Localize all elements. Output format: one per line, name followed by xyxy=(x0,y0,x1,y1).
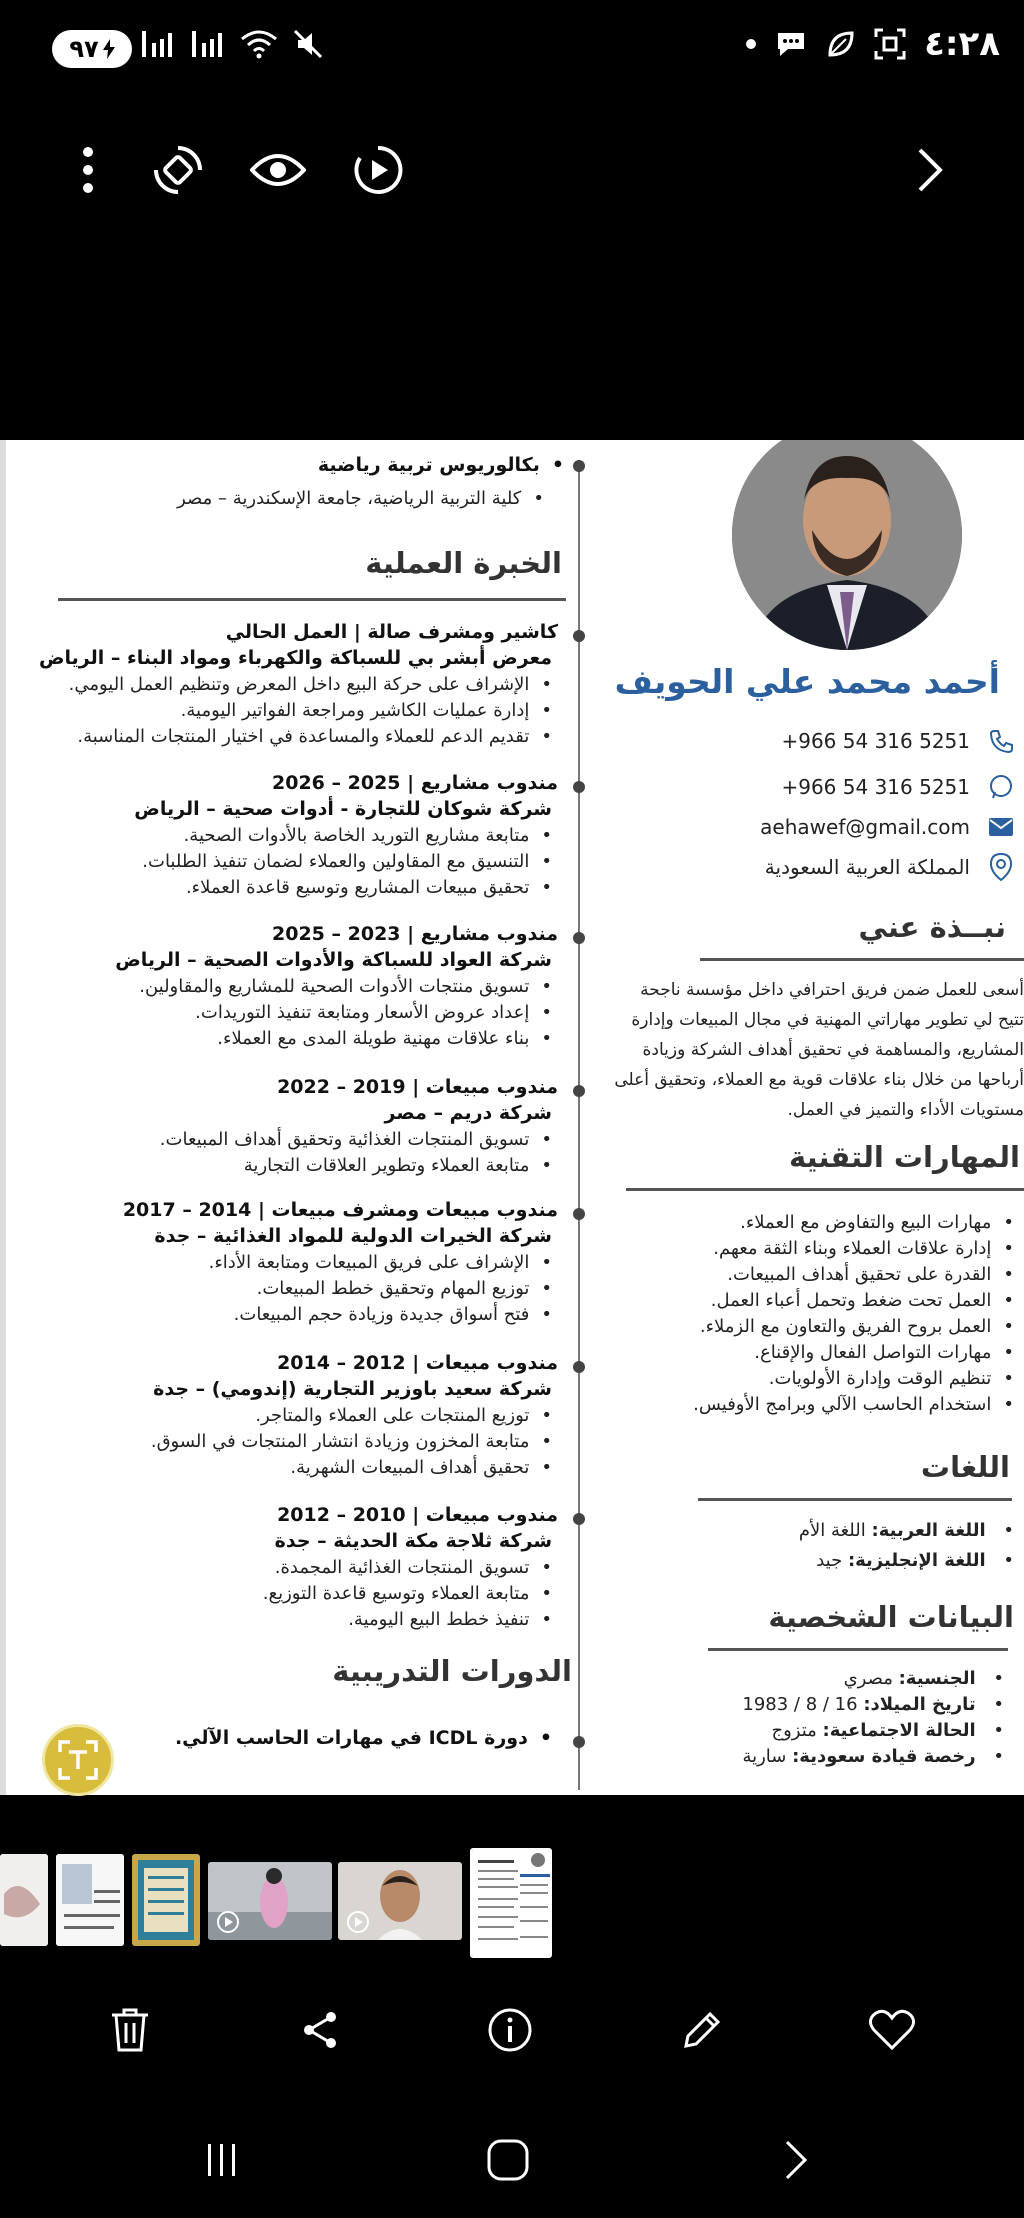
about-line: المشاريع، والمساهمة في تحقيق أهداف الشركة وزيادة xyxy=(642,1040,1024,1060)
experience-bullet: • متابعة العملاء وتطوير العلاقات التجارية xyxy=(244,1155,552,1176)
more-options-button[interactable] xyxy=(48,130,128,210)
education-degree: • بكالوريوس تربية رياضية xyxy=(318,454,564,476)
timeline-dot xyxy=(573,932,585,944)
timeline-dot xyxy=(573,460,585,472)
about-section-title: نبــذة عني xyxy=(858,910,1006,944)
experience-section-title: الخبرة العملية xyxy=(365,546,562,580)
leaf-icon xyxy=(826,29,856,59)
thumbnail[interactable] xyxy=(132,1854,200,1946)
experience-title: مندوب مشاريع | 2025 – 2026 xyxy=(272,772,558,794)
experience-company: شركة ثلاجة مكة الحديثة – جدة xyxy=(274,1530,552,1552)
details-button[interactable] xyxy=(480,2000,540,2060)
home-button[interactable] xyxy=(478,2130,538,2190)
language-level: جيد xyxy=(816,1550,843,1571)
skill-item: • مهارات التواصل الفعال والإقناع. xyxy=(754,1342,1014,1363)
about-line: مستويات الأداء والتميز في العمل. xyxy=(787,1100,1024,1120)
whatsapp-number: +966 54 316 5251 xyxy=(781,775,970,799)
personal-label: تاريخ الميلاد: xyxy=(863,1694,976,1715)
experience-bullet: • إعداد عروض الأسعار ومتابعة تنفيذ التوريدات. xyxy=(195,1002,552,1023)
charging-icon xyxy=(103,39,115,59)
language-item xyxy=(816,1550,1014,1571)
pencil-icon xyxy=(680,2008,724,2052)
languages-section-title: اللغات xyxy=(920,1450,1010,1484)
next-button[interactable] xyxy=(890,130,970,210)
location-pin-icon xyxy=(988,852,1014,882)
experience-title: كاشير ومشرف صالة | العمل الحالي xyxy=(225,621,558,643)
skill-item: • العمل تحت ضغط وتحمل أعباء العمل. xyxy=(711,1290,1014,1311)
personal-value: متزوج xyxy=(771,1720,817,1741)
experience-company: معرض أبشر بي للسباكة والكهرباء ومواد البناء – الرياض xyxy=(38,647,552,669)
experience-bullet: • بناء علاقات مهنية طويلة المدى مع العملاء. xyxy=(217,1028,552,1049)
share-button[interactable] xyxy=(290,2000,350,2060)
thumbnail-strip xyxy=(0,1848,1024,1958)
info-icon xyxy=(487,2007,533,2053)
resume-document[interactable] xyxy=(0,440,1024,1795)
viewer-toolbar xyxy=(0,130,1024,220)
experience-bullet: • التنسيق مع المقاولين والعملاء لضمان تنفيذ الطلبات. xyxy=(142,851,552,872)
experience-bullet: • الإشراف على فريق المبيعات ومتابعة الأداء. xyxy=(209,1252,552,1273)
experience-title: مندوب مشاريع | 2023 – 2025 xyxy=(272,923,558,945)
experience-bullet: • تسويق منتجات الأدوات الصحية للمشاريع والمقاولين. xyxy=(139,976,552,997)
timeline-dot xyxy=(573,630,585,642)
recent-apps-button[interactable] xyxy=(192,2130,252,2190)
experience-bullet: • تسويق المنتجات الغذائية وتحقيق أهداف المبيعات. xyxy=(160,1129,552,1150)
experience-company: شركة العواد للسباكة والأدوات الصحية – الرياض xyxy=(115,949,552,971)
thumbnail[interactable] xyxy=(56,1854,124,1946)
motion-photo-button[interactable] xyxy=(338,130,418,210)
edit-button[interactable] xyxy=(672,2000,732,2060)
thumbnail-image xyxy=(338,1862,462,1940)
experience-title: مندوب مبيعات | 2019 – 2022 xyxy=(277,1076,558,1098)
phone-icon xyxy=(988,728,1014,754)
thumbnail-image xyxy=(0,1854,48,1946)
personal-value: 16 / 8 / 1983 xyxy=(742,1694,858,1715)
experience-company: شركة الخيرات الدولية للمواد الغذائية – جدة xyxy=(154,1225,552,1247)
experience-bullet: • تحقيق مبيعات المشاريع وتوسيع قاعدة العملاء. xyxy=(186,877,552,898)
contact-location xyxy=(765,850,1014,884)
experience-bullet: • تقديم الدعم للعملاء والمساعدة في اختيار المنتجات المناسبة. xyxy=(77,726,552,747)
contact-phone[interactable] xyxy=(781,724,1014,758)
back-button[interactable] xyxy=(766,2130,826,2190)
language-label: اللغة الإنجليزية: xyxy=(847,1550,986,1571)
signal-icon-2 xyxy=(190,29,226,59)
skill-item: • استخدام الحاسب الآلي وبرامج الأوفيس. xyxy=(693,1394,1014,1415)
about-line: أرباحها من خلال بناء علاقات قوية مع العملاء، وتحقيق أعلى xyxy=(614,1070,1024,1090)
email-icon xyxy=(988,816,1014,838)
status-icons-right xyxy=(746,24,1000,64)
education-school: • كلية التربية الرياضية، جامعة الإسكندرية – مصر xyxy=(177,488,544,509)
language-item xyxy=(799,1520,1014,1541)
mute-icon xyxy=(292,28,324,60)
status-icons-left xyxy=(140,28,324,60)
share-icon xyxy=(299,2009,341,2051)
personal-item xyxy=(844,1668,1004,1689)
timeline-line xyxy=(578,460,580,1790)
training-item: • دورة ICDL في مهارات الحاسب الآلي. xyxy=(175,1727,552,1749)
personal-item xyxy=(742,1746,1004,1767)
contact-email[interactable] xyxy=(760,810,1014,844)
timeline-dot xyxy=(573,1361,585,1373)
profile-photo xyxy=(732,440,962,650)
timeline-dot xyxy=(573,1513,585,1525)
thumbnail-image xyxy=(472,1850,552,1958)
personal-label: الحالة الاجتماعية: xyxy=(822,1720,976,1741)
experience-bullet: • تنفيذ خطط البيع اليومية. xyxy=(348,1609,552,1630)
home-icon xyxy=(486,2138,530,2182)
personal-section-title: البيانات الشخصية xyxy=(768,1600,1014,1634)
phone-number: +966 54 316 5251 xyxy=(781,729,970,753)
personal-label: الجنسية: xyxy=(898,1668,976,1689)
experience-title: مندوب مبيعات | 2012 – 2014 xyxy=(277,1352,558,1374)
thumbnail[interactable] xyxy=(0,1854,48,1946)
personal-value: سارية xyxy=(742,1746,787,1767)
thumbnail-selected[interactable] xyxy=(470,1848,552,1958)
portrait-image xyxy=(732,440,962,650)
section-divider xyxy=(708,1648,1008,1651)
language-label: اللغة العربية: xyxy=(871,1520,986,1541)
notification-dot xyxy=(746,39,756,49)
experience-bullet: • فتح أسواق جديدة وزيادة حجم المبيعات. xyxy=(234,1304,552,1325)
screenshot-icon xyxy=(874,28,906,60)
skill-item: • إدارة علاقات العملاء وبناء الثقة معهم. xyxy=(713,1238,1014,1259)
contact-whatsapp[interactable] xyxy=(781,770,1014,804)
training-section-title: الدورات التدريبية xyxy=(332,1654,572,1688)
battery-level: ٩٧ xyxy=(69,35,99,63)
favorite-button[interactable] xyxy=(862,2000,922,2060)
experience-bullet: • إدارة عمليات الكاشير ومراجعة الفواتير اليومية. xyxy=(181,700,552,721)
skills-section-title: المهارات التقنية xyxy=(789,1140,1020,1174)
rotate-icon xyxy=(152,144,204,196)
more-vertical-icon xyxy=(81,146,95,194)
experience-bullet: • توزيع المنتجات على العملاء والمتاجر. xyxy=(255,1405,552,1426)
auto-rotate-button[interactable] xyxy=(138,130,218,210)
thumbnail-image xyxy=(56,1854,124,1946)
delete-button[interactable] xyxy=(100,2000,160,2060)
email-address: aehawef@gmail.com xyxy=(760,815,970,839)
thumbnail-image xyxy=(132,1854,200,1946)
experience-bullet: • تسويق المنتجات الغذائية المجمدة. xyxy=(275,1557,552,1578)
experience-title: مندوب مبيعات ومشرف مبيعات | 2014 – 2017 xyxy=(122,1199,558,1221)
text-extract-button[interactable] xyxy=(42,1724,114,1796)
text-scan-icon xyxy=(56,1738,100,1782)
experience-bullet: • متابعة العملاء وتوسيع قاعدة التوزيع. xyxy=(263,1583,552,1604)
battery-indicator xyxy=(52,30,132,68)
experience-bullet: • توزيع المهام وتحقيق خطط المبيعات. xyxy=(257,1278,552,1299)
personal-value: مصري xyxy=(843,1668,893,1689)
trash-icon xyxy=(110,2007,150,2053)
experience-company: شركة دريم – مصر xyxy=(384,1102,552,1124)
whatsapp-icon xyxy=(988,774,1014,800)
signal-icon xyxy=(140,29,176,59)
chevron-right-icon xyxy=(916,146,944,194)
eye-icon xyxy=(250,150,306,190)
thumbnail-video[interactable] xyxy=(208,1862,332,1940)
skill-item: • مهارات البيع والتفاوض مع العملاء. xyxy=(740,1212,1014,1233)
visibility-button[interactable] xyxy=(238,130,318,210)
thumbnail-video[interactable] xyxy=(338,1862,462,1940)
back-chevron-icon xyxy=(781,2138,811,2182)
experience-bullet: • الإشراف على حركة البيع داخل المعرض وتنظيم العمل اليومي. xyxy=(69,674,552,695)
experience-bullet: • متابعة مشاريع التوريد الخاصة بالأدوات الصحية. xyxy=(184,825,552,846)
page-edge xyxy=(0,440,6,1795)
about-line: أسعى للعمل ضمن فريق احترافي داخل مؤسسة ناجحة xyxy=(640,980,1024,1000)
experience-bullet: • تحقيق أهداف المبيعات الشهرية. xyxy=(290,1457,552,1478)
wifi-icon xyxy=(240,29,278,59)
section-divider xyxy=(698,1498,1012,1501)
candidate-name: أحمد محمد علي الحويف xyxy=(614,662,1000,701)
system-navigation-bar xyxy=(0,2130,1024,2190)
play-circle-icon xyxy=(352,144,404,196)
section-divider xyxy=(626,1188,1024,1191)
recent-apps-icon xyxy=(202,2142,242,2178)
section-divider xyxy=(58,598,566,601)
experience-title: مندوب مبيعات | 2010 – 2012 xyxy=(277,1504,558,1526)
skill-item: • القدرة على تحقيق أهداف المبيعات. xyxy=(727,1264,1014,1285)
experience-company: شركة شوكان للتجارة - أدوات صحية – الرياض xyxy=(134,798,552,820)
thumbnail-image xyxy=(208,1862,332,1940)
personal-label: رخصة قيادة سعودية: xyxy=(792,1746,976,1767)
clock: ٤:٢٨ xyxy=(924,24,1000,64)
experience-company: شركة سعيد باوزير التجارية (إندومي) – جدة xyxy=(153,1378,552,1400)
photo-actions-bar xyxy=(0,2000,1024,2060)
location-text: المملكة العربية السعودية xyxy=(764,855,970,879)
timeline-dot xyxy=(573,1208,585,1220)
personal-item xyxy=(771,1720,1004,1741)
timeline-dot xyxy=(573,1736,585,1748)
status-bar xyxy=(0,0,1024,96)
chat-bubble-icon xyxy=(774,29,808,59)
timeline-dot xyxy=(573,1085,585,1097)
about-line: تتيح لي تطوير مهاراتي المهنية في مجال المبيعات وإدارة xyxy=(631,1010,1024,1030)
timeline-dot xyxy=(573,781,585,793)
skill-item: • تنظيم الوقت وإدارة الأولويات. xyxy=(769,1368,1014,1389)
heart-icon xyxy=(868,2009,916,2051)
language-level: اللغة الأم xyxy=(798,1520,866,1541)
skill-item: • العمل بروح الفريق والتعاون مع الزملاء. xyxy=(700,1316,1014,1337)
experience-bullet: • متابعة المخزون وزيادة انتشار المنتجات في السوق. xyxy=(151,1431,552,1452)
personal-item xyxy=(742,1694,1004,1715)
section-divider xyxy=(700,958,1024,961)
